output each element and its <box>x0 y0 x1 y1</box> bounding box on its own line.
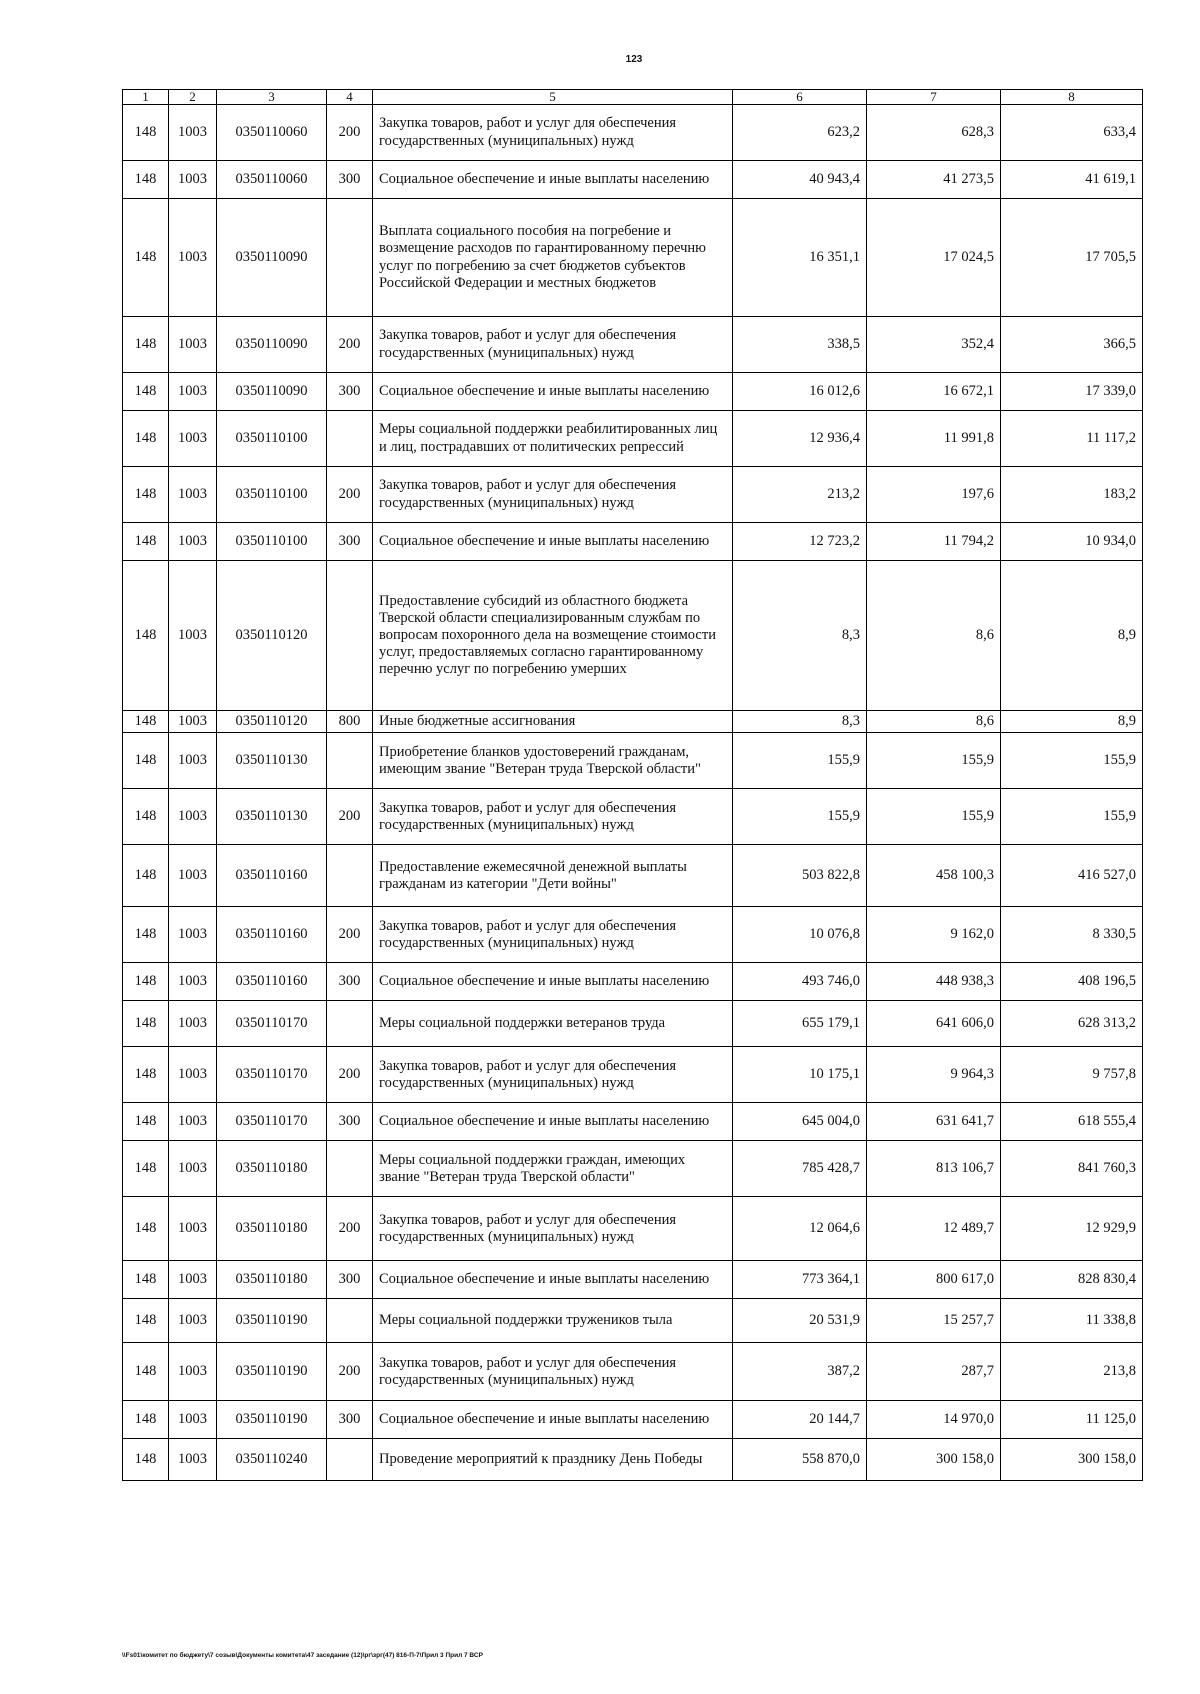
grbs-code: 148 <box>123 467 169 523</box>
column-header-4: 4 <box>327 90 373 105</box>
expense-type-code <box>327 1439 373 1481</box>
amount-year-2: 16 672,1 <box>867 373 1001 411</box>
amount-year-3: 841 760,3 <box>1001 1141 1143 1197</box>
amount-year-3: 8,9 <box>1001 711 1143 733</box>
target-article-code: 0350110100 <box>217 467 327 523</box>
amount-year-1: 12 723,2 <box>733 523 867 561</box>
section-code: 1003 <box>169 105 217 161</box>
amount-year-1: 40 943,4 <box>733 161 867 199</box>
amount-year-2: 11 991,8 <box>867 411 1001 467</box>
grbs-code: 148 <box>123 561 169 711</box>
expense-type-code: 300 <box>327 1401 373 1439</box>
amount-year-2: 300 158,0 <box>867 1439 1001 1481</box>
table-row <box>123 317 1143 373</box>
item-description: Закупка товаров, работ и услуг для обеспечения государственных (муниципальных) нужд <box>373 317 733 373</box>
grbs-code: 148 <box>123 105 169 161</box>
grbs-code: 148 <box>123 1141 169 1197</box>
table-row <box>123 845 1143 907</box>
table-row <box>123 105 1143 161</box>
amount-year-2: 11 794,2 <box>867 523 1001 561</box>
section-code: 1003 <box>169 199 217 317</box>
table-row <box>123 1141 1143 1197</box>
amount-year-3: 828 830,4 <box>1001 1261 1143 1299</box>
amount-year-1: 16 351,1 <box>733 199 867 317</box>
amount-year-2: 800 617,0 <box>867 1261 1001 1299</box>
section-code: 1003 <box>169 411 217 467</box>
amount-year-1: 645 004,0 <box>733 1103 867 1141</box>
amount-year-1: 12 064,6 <box>733 1197 867 1261</box>
target-article-code: 0350110170 <box>217 1103 327 1141</box>
amount-year-2: 155,9 <box>867 789 1001 845</box>
expense-type-code <box>327 199 373 317</box>
item-description: Предоставление субсидий из областного бюджета Тверской области специализированным службам по вопросам похоронного дела на возмещение стоимости услуг, предоставляемых согласно гарантированному перечню услуг по погребению умерших <box>373 561 733 711</box>
section-code: 1003 <box>169 1299 217 1343</box>
expense-type-code: 800 <box>327 711 373 733</box>
item-description: Социальное обеспечение и иные выплаты населению <box>373 161 733 199</box>
amount-year-1: 20 531,9 <box>733 1299 867 1343</box>
target-article-code: 0350110100 <box>217 411 327 467</box>
target-article-code: 0350110120 <box>217 711 327 733</box>
target-article-code: 0350110060 <box>217 105 327 161</box>
section-code: 1003 <box>169 1001 217 1047</box>
target-article-code: 0350110130 <box>217 789 327 845</box>
table-row <box>123 789 1143 845</box>
amount-year-2: 197,6 <box>867 467 1001 523</box>
section-code: 1003 <box>169 845 217 907</box>
item-description: Социальное обеспечение и иные выплаты населению <box>373 1261 733 1299</box>
expense-type-code: 200 <box>327 105 373 161</box>
amount-year-1: 558 870,0 <box>733 1439 867 1481</box>
table-row <box>123 199 1143 317</box>
amount-year-1: 785 428,7 <box>733 1141 867 1197</box>
table-body <box>123 105 1143 1481</box>
amount-year-3: 8 330,5 <box>1001 907 1143 963</box>
amount-year-1: 623,2 <box>733 105 867 161</box>
target-article-code: 0350110160 <box>217 963 327 1001</box>
amount-year-1: 155,9 <box>733 733 867 789</box>
table-row <box>123 1299 1143 1343</box>
target-article-code: 0350110170 <box>217 1047 327 1103</box>
target-article-code: 0350110120 <box>217 561 327 711</box>
item-description: Социальное обеспечение и иные выплаты населению <box>373 1401 733 1439</box>
expense-type-code: 200 <box>327 467 373 523</box>
expense-type-code <box>327 411 373 467</box>
item-description: Социальное обеспечение и иные выплаты населению <box>373 373 733 411</box>
grbs-code: 148 <box>123 199 169 317</box>
grbs-code: 148 <box>123 963 169 1001</box>
grbs-code: 148 <box>123 845 169 907</box>
grbs-code: 148 <box>123 1261 169 1299</box>
expense-type-code: 200 <box>327 789 373 845</box>
amount-year-3: 17 705,5 <box>1001 199 1143 317</box>
item-description: Закупка товаров, работ и услуг для обеспечения государственных (муниципальных) нужд <box>373 105 733 161</box>
amount-year-1: 8,3 <box>733 561 867 711</box>
amount-year-2: 9 964,3 <box>867 1047 1001 1103</box>
table-row <box>123 733 1143 789</box>
amount-year-2: 8,6 <box>867 561 1001 711</box>
amount-year-3: 11 117,2 <box>1001 411 1143 467</box>
expense-type-code: 200 <box>327 1197 373 1261</box>
table-row <box>123 1001 1143 1047</box>
section-code: 1003 <box>169 907 217 963</box>
amount-year-3: 12 929,9 <box>1001 1197 1143 1261</box>
target-article-code: 0350110060 <box>217 161 327 199</box>
grbs-code: 148 <box>123 1197 169 1261</box>
expense-type-code: 200 <box>327 317 373 373</box>
section-code: 1003 <box>169 963 217 1001</box>
table-row <box>123 1343 1143 1401</box>
amount-year-3: 618 555,4 <box>1001 1103 1143 1141</box>
target-article-code: 0350110190 <box>217 1299 327 1343</box>
section-code: 1003 <box>169 1047 217 1103</box>
item-description: Предоставление ежемесячной денежной выплаты гражданам из категории "Дети войны" <box>373 845 733 907</box>
table-row <box>123 1261 1143 1299</box>
amount-year-2: 641 606,0 <box>867 1001 1001 1047</box>
item-description: Меры социальной поддержки тружеников тыла <box>373 1299 733 1343</box>
table-row <box>123 523 1143 561</box>
grbs-code: 148 <box>123 523 169 561</box>
target-article-code: 0350110180 <box>217 1141 327 1197</box>
page-number: 123 <box>625 54 643 65</box>
column-header-7: 7 <box>867 90 1001 105</box>
item-description: Закупка товаров, работ и услуг для обеспечения государственных (муниципальных) нужд <box>373 1197 733 1261</box>
section-code: 1003 <box>169 711 217 733</box>
amount-year-3: 10 934,0 <box>1001 523 1143 561</box>
expense-type-code: 200 <box>327 907 373 963</box>
target-article-code: 0350110190 <box>217 1401 327 1439</box>
table-row <box>123 467 1143 523</box>
target-article-code: 0350110160 <box>217 845 327 907</box>
target-article-code: 0350110190 <box>217 1343 327 1401</box>
table-row <box>123 963 1143 1001</box>
amount-year-1: 493 746,0 <box>733 963 867 1001</box>
amount-year-3: 213,8 <box>1001 1343 1143 1401</box>
item-description: Приобретение бланков удостоверений гражданам, имеющим звание "Ветеран труда Тверской области" <box>373 733 733 789</box>
amount-year-1: 8,3 <box>733 711 867 733</box>
amount-year-3: 416 527,0 <box>1001 845 1143 907</box>
expense-type-code <box>327 1141 373 1197</box>
table-row <box>123 711 1143 733</box>
item-description: Закупка товаров, работ и услуг для обеспечения государственных (муниципальных) нужд <box>373 789 733 845</box>
section-code: 1003 <box>169 733 217 789</box>
expense-type-code <box>327 733 373 789</box>
grbs-code: 148 <box>123 1439 169 1481</box>
grbs-code: 148 <box>123 1401 169 1439</box>
grbs-code: 148 <box>123 907 169 963</box>
amount-year-1: 12 936,4 <box>733 411 867 467</box>
amount-year-2: 14 970,0 <box>867 1401 1001 1439</box>
table-row <box>123 1103 1143 1141</box>
amount-year-1: 20 144,7 <box>733 1401 867 1439</box>
section-code: 1003 <box>169 1343 217 1401</box>
item-description: Выплата социального пособия на погребение и возмещение расходов по гарантированному перечню услуг по погребению за счет бюджетов субъектов Российской Федерации и местных бюджетов <box>373 199 733 317</box>
item-description: Закупка товаров, работ и услуг для обеспечения государственных (муниципальных) нужд <box>373 467 733 523</box>
amount-year-2: 631 641,7 <box>867 1103 1001 1141</box>
amount-year-3: 11 125,0 <box>1001 1401 1143 1439</box>
column-header-2: 2 <box>169 90 217 105</box>
amount-year-1: 338,5 <box>733 317 867 373</box>
table-row <box>123 411 1143 467</box>
amount-year-2: 352,4 <box>867 317 1001 373</box>
amount-year-2: 12 489,7 <box>867 1197 1001 1261</box>
item-description: Социальное обеспечение и иные выплаты населению <box>373 1103 733 1141</box>
section-code: 1003 <box>169 317 217 373</box>
grbs-code: 148 <box>123 733 169 789</box>
column-header-6: 6 <box>733 90 867 105</box>
item-description: Меры социальной поддержки реабилитированных лиц и лиц, пострадавших от политических репрессий <box>373 411 733 467</box>
amount-year-3: 41 619,1 <box>1001 161 1143 199</box>
budget-table <box>122 89 1143 1481</box>
section-code: 1003 <box>169 523 217 561</box>
amount-year-2: 155,9 <box>867 733 1001 789</box>
target-article-code: 0350110180 <box>217 1261 327 1299</box>
grbs-code: 148 <box>123 1001 169 1047</box>
amount-year-3: 183,2 <box>1001 467 1143 523</box>
grbs-code: 148 <box>123 1047 169 1103</box>
amount-year-2: 448 938,3 <box>867 963 1001 1001</box>
expense-type-code: 300 <box>327 523 373 561</box>
grbs-code: 148 <box>123 1343 169 1401</box>
amount-year-2: 41 273,5 <box>867 161 1001 199</box>
expense-type-code: 300 <box>327 161 373 199</box>
grbs-code: 148 <box>123 1103 169 1141</box>
section-code: 1003 <box>169 1261 217 1299</box>
column-header-3: 3 <box>217 90 327 105</box>
table-row <box>123 1401 1143 1439</box>
section-code: 1003 <box>169 373 217 411</box>
table-row <box>123 561 1143 711</box>
section-code: 1003 <box>169 1103 217 1141</box>
target-article-code: 0350110090 <box>217 373 327 411</box>
expense-type-code: 300 <box>327 1103 373 1141</box>
amount-year-2: 628,3 <box>867 105 1001 161</box>
column-header-1: 1 <box>123 90 169 105</box>
amount-year-1: 213,2 <box>733 467 867 523</box>
amount-year-3: 628 313,2 <box>1001 1001 1143 1047</box>
amount-year-2: 8,6 <box>867 711 1001 733</box>
amount-year-1: 387,2 <box>733 1343 867 1401</box>
footer-file-path: \\Fs01\комитет по бюджету\7 созыв\Документы комитета\47 заседание (12)\рг\зрг(47) 816-П-7\Прил 3 Прил 7 ВСР <box>122 1652 483 1659</box>
section-code: 1003 <box>169 1197 217 1261</box>
target-article-code: 0350110240 <box>217 1439 327 1481</box>
amount-year-3: 11 338,8 <box>1001 1299 1143 1343</box>
grbs-code: 148 <box>123 711 169 733</box>
grbs-code: 148 <box>123 161 169 199</box>
column-header-5: 5 <box>373 90 733 105</box>
amount-year-2: 15 257,7 <box>867 1299 1001 1343</box>
section-code: 1003 <box>169 1439 217 1481</box>
amount-year-3: 366,5 <box>1001 317 1143 373</box>
table-row <box>123 1047 1143 1103</box>
column-header-8: 8 <box>1001 90 1143 105</box>
amount-year-2: 287,7 <box>867 1343 1001 1401</box>
section-code: 1003 <box>169 161 217 199</box>
section-code: 1003 <box>169 467 217 523</box>
section-code: 1003 <box>169 789 217 845</box>
grbs-code: 148 <box>123 317 169 373</box>
item-description: Социальное обеспечение и иные выплаты населению <box>373 523 733 561</box>
amount-year-1: 655 179,1 <box>733 1001 867 1047</box>
item-description: Иные бюджетные ассигнования <box>373 711 733 733</box>
grbs-code: 148 <box>123 373 169 411</box>
amount-year-2: 458 100,3 <box>867 845 1001 907</box>
item-description: Социальное обеспечение и иные выплаты населению <box>373 963 733 1001</box>
expense-type-code: 300 <box>327 963 373 1001</box>
amount-year-3: 17 339,0 <box>1001 373 1143 411</box>
amount-year-1: 155,9 <box>733 789 867 845</box>
expense-type-code <box>327 561 373 711</box>
amount-year-1: 10 175,1 <box>733 1047 867 1103</box>
item-description: Меры социальной поддержки граждан, имеющих звание "Ветеран труда Тверской области" <box>373 1141 733 1197</box>
expense-type-code <box>327 1001 373 1047</box>
grbs-code: 148 <box>123 1299 169 1343</box>
table-row <box>123 161 1143 199</box>
amount-year-2: 9 162,0 <box>867 907 1001 963</box>
amount-year-2: 17 024,5 <box>867 199 1001 317</box>
section-code: 1003 <box>169 1141 217 1197</box>
target-article-code: 0350110170 <box>217 1001 327 1047</box>
expense-type-code <box>327 1299 373 1343</box>
target-article-code: 0350110180 <box>217 1197 327 1261</box>
header-row <box>123 90 1143 105</box>
expense-type-code: 200 <box>327 1047 373 1103</box>
amount-year-1: 10 076,8 <box>733 907 867 963</box>
section-code: 1003 <box>169 1401 217 1439</box>
amount-year-3: 633,4 <box>1001 105 1143 161</box>
amount-year-1: 773 364,1 <box>733 1261 867 1299</box>
amount-year-2: 813 106,7 <box>867 1141 1001 1197</box>
amount-year-1: 503 822,8 <box>733 845 867 907</box>
item-description: Закупка товаров, работ и услуг для обеспечения государственных (муниципальных) нужд <box>373 1047 733 1103</box>
amount-year-3: 8,9 <box>1001 561 1143 711</box>
item-description: Меры социальной поддержки ветеранов труда <box>373 1001 733 1047</box>
table-row <box>123 373 1143 411</box>
target-article-code: 0350110100 <box>217 523 327 561</box>
grbs-code: 148 <box>123 411 169 467</box>
target-article-code: 0350110130 <box>217 733 327 789</box>
item-description: Закупка товаров, работ и услуг для обеспечения государственных (муниципальных) нужд <box>373 907 733 963</box>
target-article-code: 0350110090 <box>217 199 327 317</box>
table-row <box>123 1197 1143 1261</box>
target-article-code: 0350110160 <box>217 907 327 963</box>
table-row <box>123 1439 1143 1481</box>
amount-year-3: 408 196,5 <box>1001 963 1143 1001</box>
target-article-code: 0350110090 <box>217 317 327 373</box>
amount-year-3: 155,9 <box>1001 789 1143 845</box>
amount-year-3: 155,9 <box>1001 733 1143 789</box>
expense-type-code: 200 <box>327 1343 373 1401</box>
amount-year-3: 300 158,0 <box>1001 1439 1143 1481</box>
grbs-code: 148 <box>123 789 169 845</box>
expense-type-code: 300 <box>327 1261 373 1299</box>
amount-year-3: 9 757,8 <box>1001 1047 1143 1103</box>
section-code: 1003 <box>169 561 217 711</box>
expense-type-code: 300 <box>327 373 373 411</box>
item-description: Закупка товаров, работ и услуг для обеспечения государственных (муниципальных) нужд <box>373 1343 733 1401</box>
amount-year-1: 16 012,6 <box>733 373 867 411</box>
expense-type-code <box>327 845 373 907</box>
item-description: Проведение мероприятий к празднику День Победы <box>373 1439 733 1481</box>
table-row <box>123 907 1143 963</box>
